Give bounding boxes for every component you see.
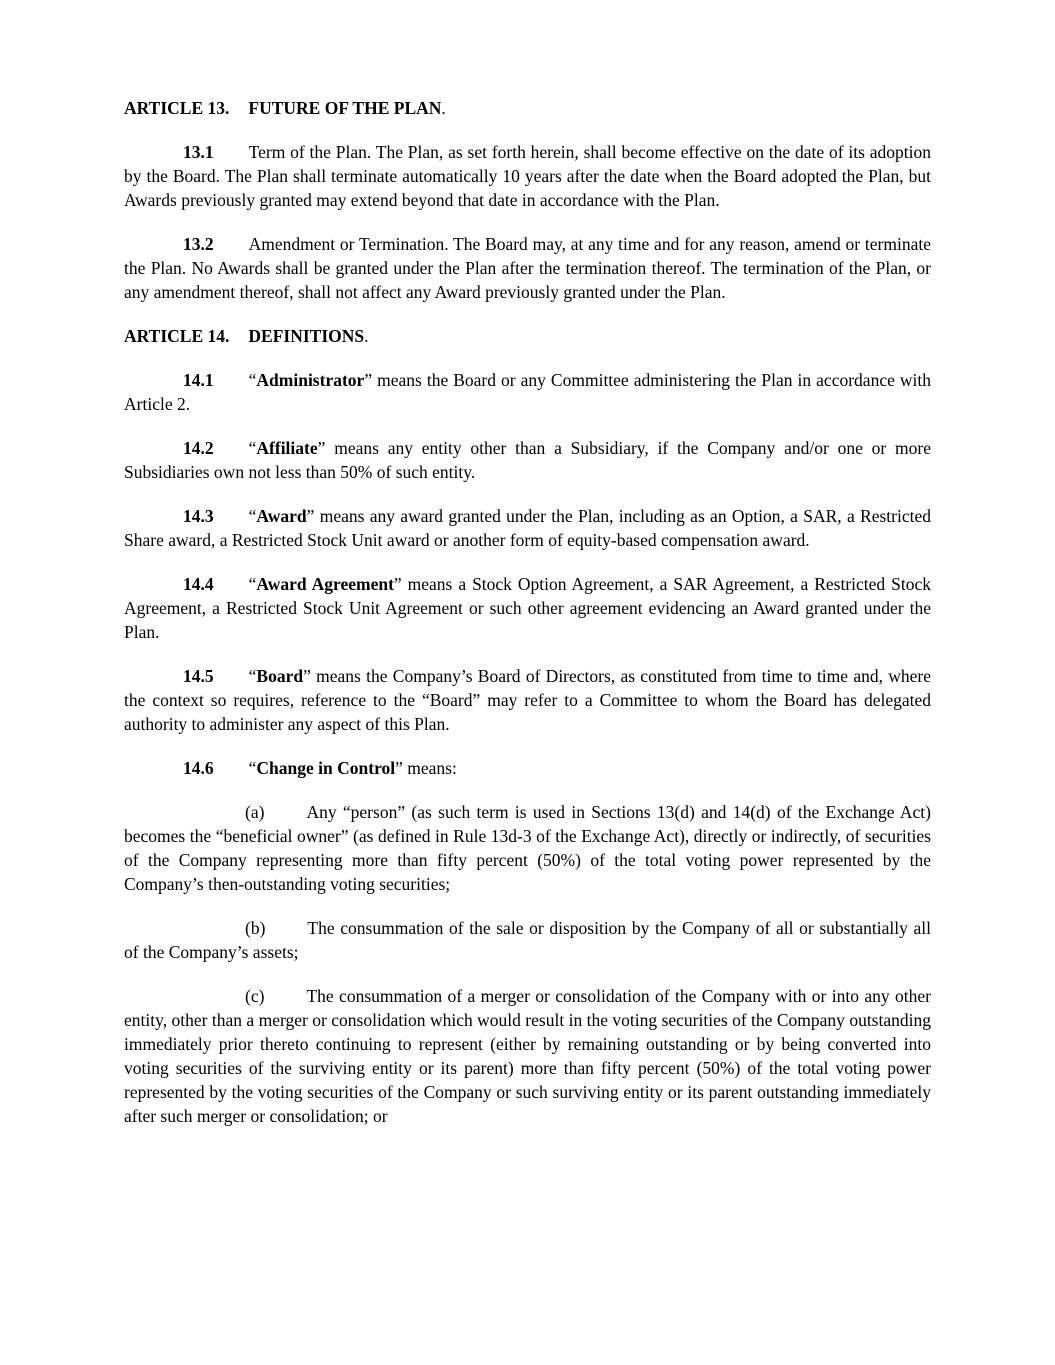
text-run: Term of the Plan. The Plan, as set forth herein, shall become effective on the date of its adoption by the Board. The Plan shall terminate automatically 10 years after the date when the Board adopted the Plan, but Awards previously granted may extend beyond that date in accordance with the Plan. [124,142,931,210]
bold-text-run: Change in Control [256,758,396,778]
paragraph-number: 13.1 [183,142,214,162]
paragraph-number: ARTICLE 13. [124,98,230,118]
text-run: ” means: [395,758,457,778]
subsection-14-6-c [124,984,931,1128]
text-run: . [364,326,369,346]
paragraph-number: 14.5 [183,666,214,686]
text-run: ” means any award granted under the Plan, including as an Option, a SAR, a Restricted Share award, a Restricted Stock Unit award or another form of equity-based compensation award. [124,506,931,550]
section-14-2 [124,436,931,484]
section-14-5 [124,664,931,736]
bold-text-run: Award Agreement [256,574,394,594]
paragraph-number: 14.3 [183,506,214,526]
section-14-6 [124,756,931,780]
bold-text-run: Award [256,506,307,526]
text-run: ” means any entity other than a Subsidiary, if the Company and/or one or more Subsidiaries own not less than 50% of such entity. [124,438,931,482]
bold-text-run: Affiliate [256,438,318,458]
subsection-14-6-a [124,800,931,896]
text-run: “ [248,506,257,526]
document-body [124,96,931,1128]
paragraph-number: (c) [245,986,265,1006]
section-14-3 [124,504,931,552]
paragraph-number: (b) [245,918,266,938]
text-run: “ [248,574,257,594]
article-13-heading [124,96,931,120]
text-run: “ [248,370,257,390]
paragraph-number: ARTICLE 14. [124,326,230,346]
paragraph-number: (a) [245,802,265,822]
paragraph-number: 14.6 [183,758,214,778]
section-14-1 [124,368,931,416]
bold-text-run: Administrator [256,370,365,390]
section-13-1 [124,140,931,212]
text-run: “ [248,666,257,686]
bold-text-run: DEFINITIONS [248,326,365,346]
text-run: ” means the Company’s Board of Directors, as constituted from time to time and, where the context so requires, reference to the “Board” may refer to a Committee to whom the Board has delegated authority to administer any aspect of this Plan. [124,666,931,734]
text-run: ” means the Board or any Committee administering the Plan in accordance with Article 2. [124,370,931,414]
text-run: ” means a Stock Option Agreement, a SAR Agreement, a Restricted Stock Agreement, a Restricted Stock Unit Agreement or such other agreement evidencing an Award granted under the Plan. [124,574,931,642]
bold-text-run: FUTURE OF THE PLAN [248,98,442,118]
bold-text-run: Board [256,666,304,686]
paragraph-number: 13.2 [183,234,214,254]
text-run: Amendment or Termination. The Board may, at any time and for any reason, amend or terminate the Plan. No Awards shall be granted under the Plan after the termination thereof. The termination of the Plan, or any amendment thereof, shall not affect any Award previously granted under the Plan. [124,234,931,302]
section-14-4 [124,572,931,644]
paragraph-number: 14.2 [183,438,214,458]
paragraph-number: 14.4 [183,574,214,594]
text-run: Any “person” (as such term is used in Sections 13(d) and 14(d) of the Exchange Act) becomes the “beneficial owner” (as defined in Rule 13d-3 of the Exchange Act), directly or indirectly, of securities of the Company representing more than fifty percent (50%) of the total voting power represented by the Company’s then-outstanding voting securities; [124,802,931,894]
article-14-heading [124,324,931,348]
text-run: “ [248,758,257,778]
paragraph-number: 14.1 [183,370,214,390]
text-run: . [441,98,446,118]
text-run: The consummation of the sale or disposition by the Company of all or substantially all of the Company’s assets; [124,918,931,962]
section-13-2 [124,232,931,304]
text-run: The consummation of a merger or consolidation of the Company with or into any other entity, other than a merger or consolidation which would result in the voting securities of the Company outstanding immediately prior thereto continuing to represent (either by remaining outstanding or by being converted into voting securities of the surviving entity or its parent) more than fifty percent (50%) of the total voting power represented by the voting securities of the Company or such surviving entity or its parent outstanding immediately after such merger or consolidation; or [124,986,931,1126]
text-run: “ [248,438,257,458]
subsection-14-6-b [124,916,931,964]
